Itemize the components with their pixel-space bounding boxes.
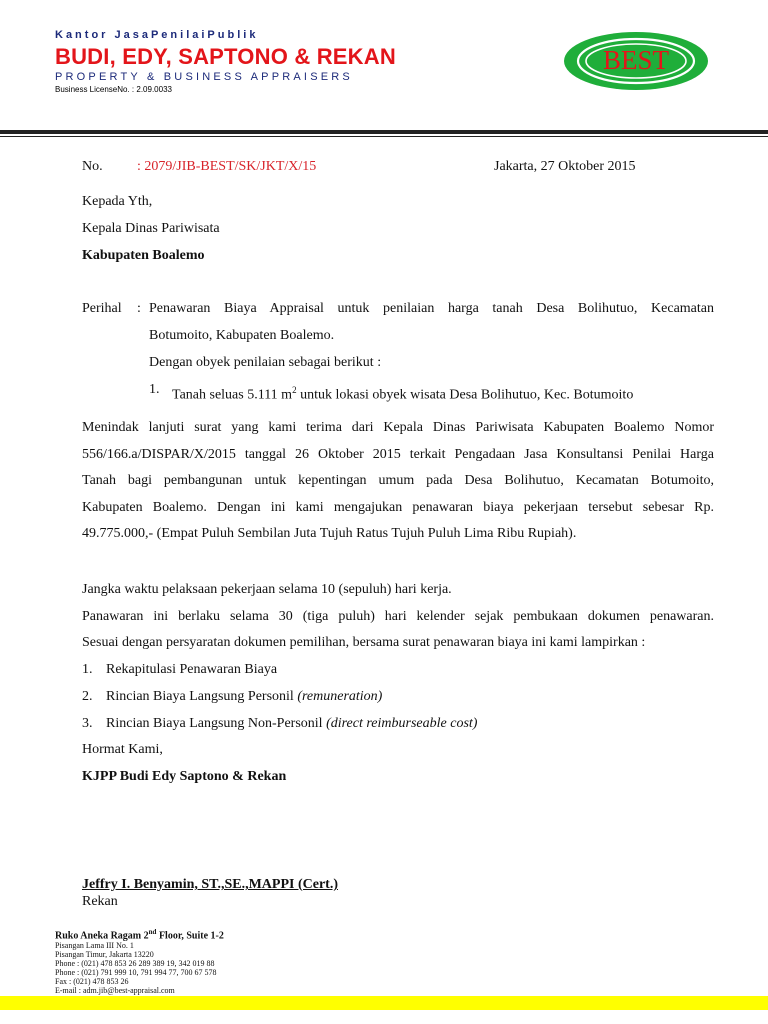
letter-date: Jakarta, 27 Oktober 2015 <box>494 159 636 174</box>
subject-label: Perihal <box>82 301 122 316</box>
footer-line: Fax : (021) 478 853 26 <box>55 977 129 986</box>
footer-line: Pisangan Timur, Jakarta 13220 <box>55 950 154 959</box>
attachment-number: 1. <box>82 662 93 677</box>
attachment-item: Rekapitulasi Penawaran Biaya <box>106 662 278 677</box>
firm-name: BUDI, EDY, SAPTONO & REKAN <box>55 44 396 69</box>
subject-colon: : <box>137 301 141 316</box>
footer-line: Phone : (021) 478 853 26 289 389 19, 342 019 88 <box>55 959 215 968</box>
validity-line: Panawaran ini berlaku selama 30 (tiga puluh) hari kelender sejak pembukaan dokumen penawaran. <box>82 609 714 624</box>
attachment-intro: Sesuai dengan persyaratan dokumen pemilihan, bersama surat penawaran biaya ini kami lampirkan : <box>82 635 646 650</box>
letter-number-label: No. <box>82 159 103 174</box>
subject-line: Botumoito, Kabupaten Boalemo. <box>149 328 335 343</box>
attachment-number: 3. <box>82 716 93 731</box>
paragraph-line: Tanah bagi pembangunan untuk kepentingan umum pada Desa Bolihutuo, Kecamatan Botumoito, <box>82 473 714 488</box>
subject-line: Penawaran Biaya Appraisal untuk penilaian harga tanah Desa Bolihutuo, Kecamatan <box>149 301 714 316</box>
paragraph-main <box>82 415 714 548</box>
paragraph-line: 49.775.000,- (Empat Puluh Sembilan Juta Tujuh Ratus Tujuh Puluh Lima Ribu Rupiah). <box>82 526 577 541</box>
footer-line: E-mail : adm.jib@best-appraisal.com <box>55 986 175 995</box>
attachment-item: Rincian Biaya Langsung Personil (remuneration) <box>106 689 383 704</box>
paragraph-line: Menindak lanjuti surat yang kami terima dari Kepala Dinas Pariwisata Kabupaten Boalemo Nomor <box>82 420 714 435</box>
header-rule-thick <box>0 130 768 134</box>
business-license: Business LicenseNo. : 2.09.0033 <box>55 85 172 94</box>
subject-block <box>149 296 714 323</box>
letter-number: : 2079/JIB-BEST/SK/JKT/X/15 <box>137 159 317 174</box>
signer-title: Rekan <box>82 894 118 909</box>
footer-address-head: Ruko Aneka Ragam 2nd Floor, Suite 1-2 <box>55 928 224 942</box>
closing: Hormat Kami, <box>82 742 163 757</box>
footer-yellow-bar <box>0 996 768 1010</box>
object-item: Tanah seluas 5.111 $m^2$ untuk lokasi obyek wisata Desa Bolihutuo, Kec. Botumoito <box>172 385 634 403</box>
validity-block <box>82 604 714 631</box>
header-rule-thin <box>0 136 768 137</box>
recipient-salutation: Kepada Yth, <box>82 194 153 209</box>
footer-line: Phone : (021) 791 999 10, 791 994 77, 700 67 578 <box>55 968 217 977</box>
signer-name: Jeffry I. Benyamin, ST.,SE.,MAPPI (Cert.) <box>82 877 338 892</box>
paragraph-line: Kabupaten Boalemo. Dengan ini kami mengajukan penawaran biaya pekerjaan tersebut sebesar Rp. <box>82 499 714 515</box>
attachment-number: 2. <box>82 689 93 704</box>
footer-line: Pisangan Lama III No. 1 <box>55 941 134 950</box>
company-signature: KJPP Budi Edy Saptono & Rekan <box>82 769 287 784</box>
duration-line: Jangka waktu pelaksaan pekerjaan selama 10 (sepuluh) hari kerja. <box>82 582 452 597</box>
paragraph-line: 556/166.a/DISPAR/X/2015 tanggal 26 Oktober 2015 terkait Pengadaan Jasa Konsultansi Penilai Harga <box>82 446 714 462</box>
object-item-number: 1. <box>149 382 160 397</box>
attachment-item: Rincian Biaya Langsung Non-Personil (direct reimburseable cost) <box>106 716 478 731</box>
recipient-region: Kabupaten Boalemo <box>82 248 205 263</box>
office-type: Kantor JasaPenilaiPublik <box>55 29 259 41</box>
logo-text: BEST <box>602 45 669 75</box>
recipient-office: Kepala Dinas Pariwisata <box>82 221 220 236</box>
firm-tagline: PROPERTY & BUSINESS APPRAISERS <box>55 71 353 83</box>
subject-line: Dengan obyek penilaian sebagai berikut : <box>149 355 382 370</box>
